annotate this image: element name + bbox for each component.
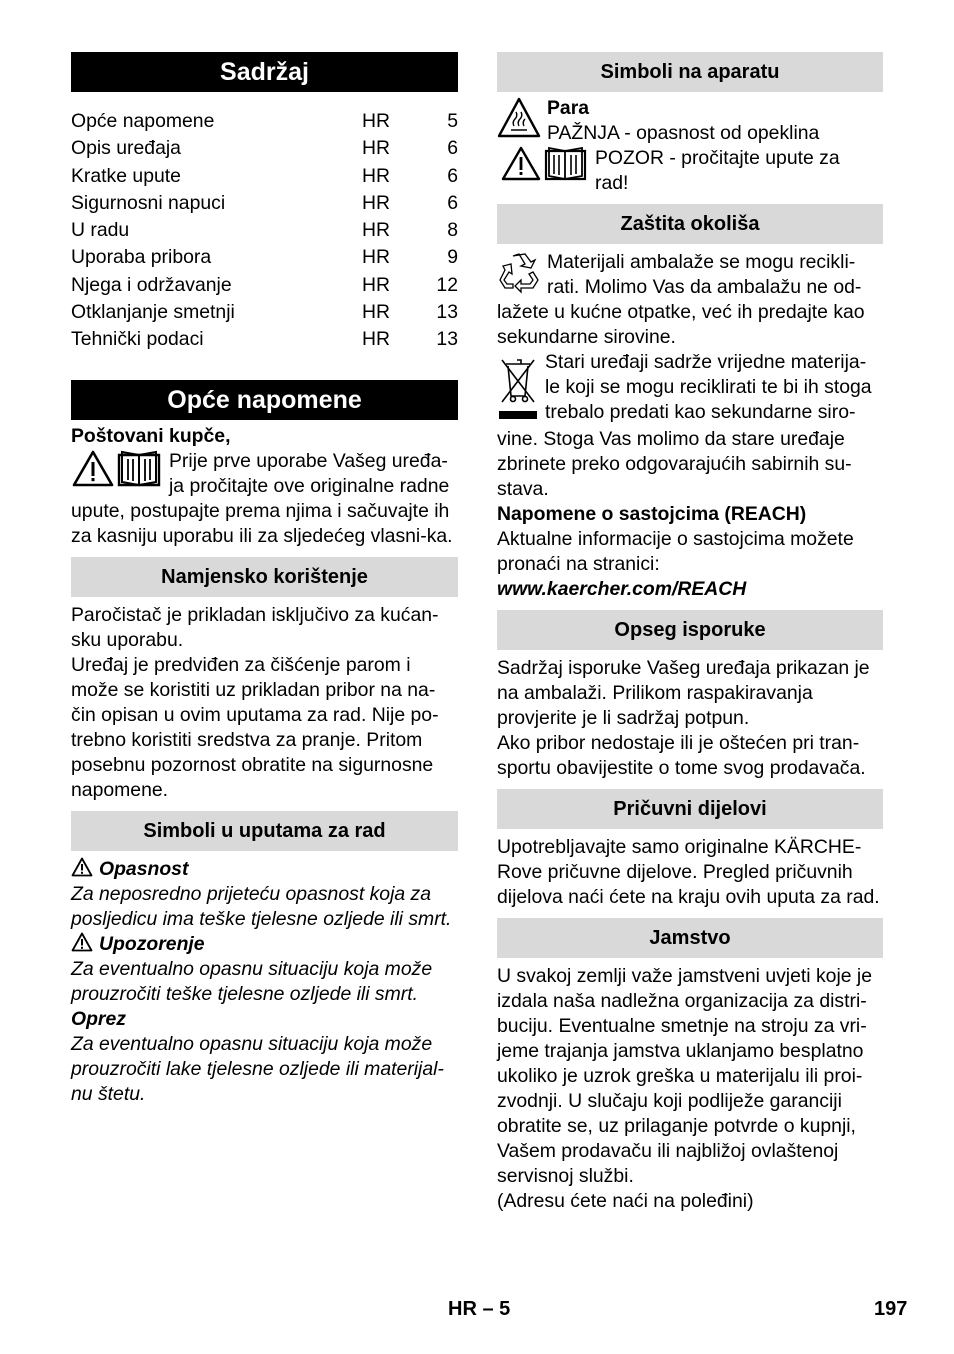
toc-title: Tehnički podaci bbox=[71, 328, 204, 351]
spare-parts-text: Upotrebljavajte samo originalne KÄRCHE-Rove pričuvne dijelove. Pregled pričuvnih dijelova naći ćete na kraju ovih uputa za rad. bbox=[497, 836, 880, 908]
read-manual-icon-group bbox=[501, 146, 589, 187]
toc-title: Opis uređaja bbox=[71, 137, 181, 160]
environment-heading: Zaštita okoliša bbox=[497, 204, 883, 244]
caution-label: Oprez bbox=[71, 1007, 126, 1030]
toc-title: Opće napomene bbox=[71, 110, 215, 132]
toc-lang: HR bbox=[362, 219, 391, 242]
env-line-2: rati. Molimo Vas da ambalažu ne od- bbox=[547, 276, 862, 298]
toc-row[interactable] bbox=[71, 217, 458, 244]
manual-symbols-heading: Simboli u uputama za rad bbox=[71, 811, 458, 851]
warning-manual-icon bbox=[501, 146, 589, 182]
warranty-heading: Jamstvo bbox=[497, 918, 883, 958]
toc-page: 6 bbox=[447, 137, 458, 160]
intended-use-heading: Namjensko korištenje bbox=[71, 557, 458, 597]
spare-parts-heading: Pričuvni dijelovi bbox=[497, 789, 883, 829]
toc-lang: HR bbox=[362, 110, 391, 132]
reach-heading: Napomene o sastojcima (REACH) bbox=[497, 503, 807, 525]
steam-warning-icon bbox=[497, 96, 541, 145]
steam-block bbox=[497, 96, 883, 146]
toc-row[interactable] bbox=[71, 135, 458, 162]
recycling-icon bbox=[497, 252, 541, 299]
toc-page: 8 bbox=[447, 219, 458, 242]
toc-row[interactable] bbox=[71, 272, 458, 299]
toc-row[interactable] bbox=[71, 244, 458, 271]
delivery-p2: Ako pribor nedostaje ili je oštećen pri tran-sportu obavijestite o tome svog prodavača. bbox=[497, 732, 866, 779]
toc-title: U radu bbox=[71, 219, 130, 242]
toc-page: 13 bbox=[436, 301, 458, 324]
toc-row[interactable] bbox=[71, 108, 458, 135]
steam-label: Para bbox=[547, 97, 590, 119]
warranty-note: (Adresu ćete naći na poleđini) bbox=[497, 1190, 754, 1212]
device-symbols-heading: Simboli na aparatu bbox=[497, 52, 883, 92]
reach-link[interactable]: www.kaercher.com/REACH bbox=[497, 578, 747, 600]
toc-lang: HR bbox=[362, 301, 391, 324]
dear-customer: Poštovani kupče, bbox=[71, 424, 231, 447]
warning-text: Za eventualno opasnu situaciju koja može prouzročiti teške tjelesne ozljede ili smrt. bbox=[71, 957, 433, 1005]
delivery-p1: Sadržaj isporuke Vašeg uređaja prikazan je na ambalaži. Prilikom raspakiravanja provjerite je li sadržaj potpun. bbox=[497, 657, 870, 729]
danger-text: Za neposredno prijeteću opasnost koja za posljedicu ima teške tjelesne ozljede ili smrt. bbox=[71, 882, 452, 930]
toc-page: 13 bbox=[436, 328, 458, 351]
reach-text: Aktualne informacije o sastojcima možete pronaći na stranici: bbox=[497, 528, 854, 575]
crossed-bin-icon bbox=[497, 352, 539, 427]
warning-manual-icon-group bbox=[71, 449, 163, 494]
intro-rest: upute, postupajte prema njima i sačuvajte ih za kasniju uporabu ili za sljedećeg vlasni-ka. bbox=[71, 499, 453, 547]
general-notes-heading: Opće napomene bbox=[71, 380, 458, 420]
warning-label-line bbox=[71, 932, 458, 957]
warranty-text: U svakoj zemlji važe jamstveni uvjeti koje je izdala naša nadležna organizacija za distri-buciju. Eventualne smetnje na stroju za vri-jeme trajanja jamstva uklanjamo besplatno ukoliko je uzrok greška u materijalu ili proi-zvodnji. U slučaju koji podliježe garanciji obratite se, uz prilaganje potvrde o kupnji, Vašem prodavaču ili najbližoj ovlaštenoj servisnoj službi. bbox=[497, 965, 873, 1187]
read-manual-block bbox=[497, 146, 883, 196]
toc-row[interactable] bbox=[71, 190, 458, 217]
page-number: 197 bbox=[874, 1298, 908, 1320]
toc-row[interactable] bbox=[71, 299, 458, 326]
intro-line-1: Prije prve uporabe Vašeg uređa- bbox=[169, 449, 448, 472]
toc-row[interactable] bbox=[71, 163, 458, 190]
delivery-heading: Opseg isporuke bbox=[497, 610, 883, 650]
table-of-contents bbox=[71, 108, 458, 354]
weee-line-3: trebalo predati kao sekundarne siro- bbox=[545, 401, 856, 423]
toc-page: 12 bbox=[436, 273, 458, 296]
footer-section: HR – 5 bbox=[448, 1298, 511, 1320]
danger-label: Opasnost bbox=[99, 857, 189, 880]
env-rest: lažete u kućne otpatke, već ih predajte kao sekundarne sirovine. bbox=[497, 301, 865, 348]
toc-page: 6 bbox=[447, 164, 458, 187]
intro-line-2: ja pročitajte ove originalne radne bbox=[169, 474, 450, 497]
intended-use-p1: Paročistač je prikladan isključivo za kućan-sku uporabu. bbox=[71, 603, 439, 651]
intended-use-p2: Uređaj je predviđen za čišćenje parom i može se koristiti uz prikladan pribor na na-čin opisan u ovim uputama za rad. Nije po-trebno koristiti sredstva za pranje. Pritom posebnu pozornost obratite na sigurnosne napomene. bbox=[71, 653, 439, 801]
toc-row[interactable] bbox=[71, 326, 458, 353]
warning-triangle-icon bbox=[71, 449, 163, 489]
toc-lang: HR bbox=[362, 137, 391, 160]
toc-lang: HR bbox=[362, 273, 391, 296]
caution-text: Za eventualno opasnu situaciju koja može prouzročiti lake tjelesne ozljede ili materijal-nu štetu. bbox=[71, 1032, 444, 1105]
toc-title: Njega i održavanje bbox=[71, 273, 232, 296]
right-column bbox=[497, 52, 883, 1214]
toc-title: Otklanjanje smetnji bbox=[71, 301, 235, 324]
recycling-block bbox=[497, 250, 883, 350]
weee-line-1: Stari uređaji sadrže vrijedne materija- bbox=[545, 351, 867, 373]
weee-block bbox=[497, 350, 883, 502]
toc-title: Uporaba pribora bbox=[71, 246, 212, 269]
toc-lang: HR bbox=[362, 328, 391, 351]
intro-block bbox=[71, 449, 458, 549]
warning-label: Upozorenje bbox=[99, 932, 205, 955]
toc-title: Sigurnosni napuci bbox=[71, 191, 226, 214]
toc-lang: HR bbox=[362, 191, 391, 214]
danger-label-line bbox=[71, 857, 458, 882]
toc-page: 5 bbox=[447, 110, 458, 132]
toc-page: 6 bbox=[447, 191, 458, 214]
toc-lang: HR bbox=[362, 246, 391, 269]
toc-title: Kratke upute bbox=[71, 164, 181, 187]
weee-rest: vine. Stoga Vas molimo da stare uređaje zbrinete preko odgovarajućih sabirnih su-stava. bbox=[497, 428, 852, 500]
contents-heading: Sadržaj bbox=[71, 52, 458, 92]
weee-line-2: le koji se mogu reciklirati te bi ih stoga bbox=[545, 376, 872, 398]
danger-triangle-icon bbox=[71, 857, 93, 877]
manual-book-icon bbox=[119, 452, 159, 485]
left-column bbox=[71, 52, 458, 1107]
read-manual-line-2: rad! bbox=[595, 172, 629, 194]
toc-page: 9 bbox=[447, 246, 458, 269]
toc-lang: HR bbox=[362, 164, 391, 187]
read-manual-line-1: POZOR - pročitajte upute za bbox=[595, 147, 840, 169]
steam-text: PAŽNJA - opasnost od opeklina bbox=[547, 122, 820, 144]
warning-triangle-small-icon bbox=[71, 932, 93, 952]
env-line-1: Materijali ambalaže se mogu recikli- bbox=[547, 251, 856, 273]
